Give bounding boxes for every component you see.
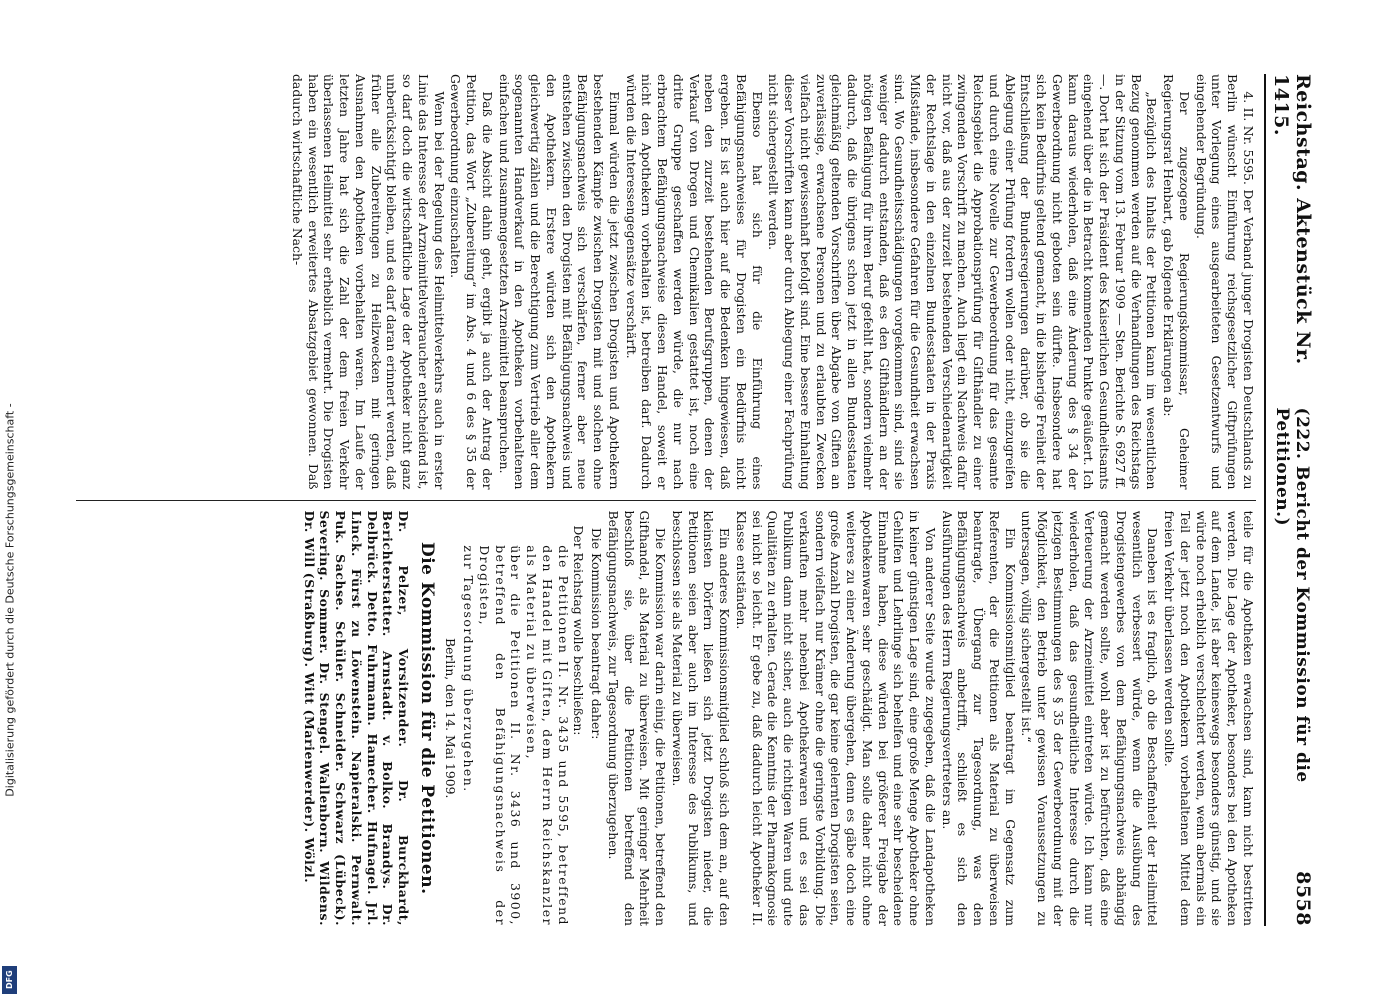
paragraph: Daneben ist es fraglich, ob die Beschaffenheit der Heilmittel wesentlich verbessert würde, wenn die Ausübung des Drogistengewerbes von dem Befähigungsnachweis abhängig gemacht werden sollte, wohl aber ist zu befürchten, daß eine Verteuerung der Arzneimittel eintreten würde. Ich kann nur wiederholen, daß das gesundheitliche Interesse durch die jetzigen Bestimmungen des § 35 der Gewerbeordnung mit der Möglichkeit, den Betrieb unter gewissen Voraussetzungen zu untersagen, völlig sichergestellt ist.“ xyxy=(1019,510,1160,926)
text-columns xyxy=(76,74,1256,926)
members-text: Dr. Pelzer, Vorsitzender. Dr. Burckhardt, Berichterstatter. Arnstadt. v. Bolko. Brandys. Dr. Delbrück. Detto. Fuhrmann. Hamecher. Hufnagel. Jrl. Linck. Fürst zu Löwenstein. Napieralski. Pernwalt. Puk. Sachse. Schüler. Schneider. Schwarz (Lübeck). Severing. Sommer. Dr. Stengel. Wallenborn. Wildens. Dr. Will (Straßburg). Witt (Marienwerder). Wölzl. xyxy=(301,510,411,926)
motion-block xyxy=(460,525,586,926)
left-column xyxy=(76,74,1256,490)
paragraph: Ein Kommissionsmitglied beantragt im Gegensatz zum Referenten, der die Petitionen als Material zu überweisen beantragte, Übergang zur Tagesordnung, was den Befähigungsnachweis anbetrifft, schließt es sich den Ausführungen des Herrn Regierungsvertreters an. xyxy=(939,510,1018,926)
date-line: Berlin, den 14. Mai 1909. xyxy=(443,638,458,799)
column-divider xyxy=(76,500,1256,501)
paragraph: Ein anderes Kommissionsmitglied schloß sich dem an, auf den kleinsten Dörfern ließen sich jetzt Drogisten nieder, die Petitionen seien aber auch im Interesse des Publikums, und beschlossen sie als Material zu überweisen. xyxy=(669,510,732,926)
paragraph: Der zugezogene Regierungskommissar, Geheimer Regierungsrat Henbart, gab folgende Erklärungen ab: xyxy=(1160,74,1192,490)
paragraph: Wenn bei der Regelung des Heilmittelverkehrs auch in erster Linie das Interesse der Arzneimittelverbraucher entscheidend ist, so darf doch die wirtschaftliche Lage der Apotheker nicht ganz unberücksichtigt bleiben, und es darf daran erinnert werden, daß früher alle Zubereitungen zu Heilzwecken mit geringen Ausnahmen den Apotheken vorbehalten waren. Im Laufe der letzten Jahre hat sich die Zahl der dem freien Verkehr überlassenen Heilmittel sehr erheblich vermehrt. Die Drogisten haben ein wesentlich erweitertes Absatzgebiet gewonnen. Daß dadurch wirtschaftliche Nach- xyxy=(289,74,447,490)
paragraph: Einmal würden die jetzt zwischen Drogisten und Apothekern bestehenden Kämpfe zwischen Drogisten mit und solchen ohne Befähigungsnachweis sich verschärfen, ferner aber neue entstehen zwischen den Drogisten mit Befähigungsnachweis und den Apothekern. Erstere würden sich den Apothekern gleichwertig zählen und die Berechtigung zum Vertrieb aller dem sogenannten Handverkauf in den Apotheken vorbehaltenen einfachen und zusammengesetzten Arzneimittel beanspruchen. xyxy=(496,74,622,490)
paragraph: 4. II. Nr. 5595. Der Verband junger Drogisten Deutschlands zu Berlin wünscht Einführung reichsgesetzlicher Giftprüfungen unter Vorlegung eines ausgearbeiteten Gesetzentwurfs und eingehender Begründung. xyxy=(1193,74,1256,490)
page-number: 8558 xyxy=(1291,871,1314,926)
motion-item: zur Tagesordnung überzugehen. xyxy=(460,545,476,793)
header-title: (222. Bericht der Kommission für die Petitionen.) xyxy=(1271,407,1312,783)
page-header xyxy=(1264,74,1314,926)
credit-text: Digitalisierung gefördert durch die Deutsche Forschungsgemeinschaft - xyxy=(3,403,17,797)
digitization-credit xyxy=(0,0,20,1000)
right-column xyxy=(76,511,1256,927)
paragraph: teile für die Apotheken erwachsen sind, kann nicht bestritten werden. Die Lage der Apotheker, besonders bei den Apotheken auf dem Lande, ist aber keineswegs besonders günstig, und sie würde noch erheblich verschlechtert werden, wenn abermals ein Teil der jetzt noch den Apothekern vorbehaltenen Mittel dem freien Verkehr überlassen werden sollte. xyxy=(1161,510,1256,926)
header-left: Reichstag. Aktenstück Nr. 1415. xyxy=(1269,74,1314,365)
motion-item: die Petitionen II. Nr. 3435 und 5595, betreffend den Handel mit Giften, dem Herrn Reichskanzler als Material zu überweisen, xyxy=(523,545,571,926)
paragraph: Ebenso hat sich für die Einführung eines Befähigungsnachweises für Drogisten ein Bedürfnis nicht ergeben. Es ist auch hier auf die Bedenken hingewiesen, daß neben den zurzeit bestehenden Berufsgruppen, denen der Verkauf von Drogen und Chemikalien gestattet ist, noch eine dritte Gruppe geschaffen werden würde, die nur nach erbrachtem Befähigungsnachweise diesen Handel, soweit er nicht den Apothekern vorbehalten ist, betreiben darf. Dadurch würden die Interessengegensätze verschärft. xyxy=(623,74,765,490)
paragraph: Daß die Absicht dahin geht, ergibt ja auch der Antrag der Petition, das Wort „Zubereitung“ im Abs. 4 und 6 des § 35 der Gewerbeordnung einzuschalten. xyxy=(448,74,495,490)
paragraph: Die Kommission beantragt daher: xyxy=(588,527,604,740)
signature-title: Die Kommission für die Petitionen. xyxy=(416,541,437,895)
paragraph: Die Kommission war darin einig, die Petitionen, betreffend den Gifthandel, als Material zu überweisen. Mit geringer Mehrheit beschloß sie, über die Petitionen betreffend den Befähigungsnachweis, zur Tagesordnung überzugehen. xyxy=(605,510,668,926)
motion-item: über die Petitionen II. Nr. 3436 und 3900, betreffend den Befähigungsnachweis der Drogisten, xyxy=(476,545,523,926)
scanned-page-area xyxy=(55,60,1330,940)
committee-members xyxy=(300,511,410,927)
paragraph: „Bezüglich des Inhalts der Petitionen kann im wesentlichen Bezug genommen werden auf die Verhandlungen des Reichstags in der Sitzung vom 13. Februar 1909 — Sten. Berichte S. 6927 ff. —. Dort hat sich der Präsident des Kaiserlichen Gesundheitsamts eingehend über die in Betracht kommenden Punkte geäußert. Ich kann daraus wiederholen, daß eine Änderung des § 34 der Gewerbeordnung nicht geboten sein dürfte. Insbesondere hat sich kein Bedürfnis geltend gemacht, in die bisherige Freiheit der Entschließung der Bundesregierungen darüber, ob sie die Ablegung einer Prüfung fordern wollen oder nicht, einzugreifen und durch eine Novelle zur Gewerbeordnung für das gesamte Reichsgebiet die Approbationsprüfung für Gifthändler zu einer zwingenden Vorschrift zu machen. Auch liegt ein Nachweis dafür nicht vor, daß aus der zurzeit bestehenden Verschiedenartigkeit der Rechtslage in den einzelnen Bundesstaaten in der Praxis Mißstände, insbesondere Gefahren für die Gesundheit erwachsen sind. Wo Gesundheitsschädigungen vorgekommen sind, sind sie weniger dadurch entstanden, daß es den Gifthändlern an der nötigen Befähigung für ihren Beruf gefehlt hat, sondern vielmehr dadurch, daß die übrigens schon jetzt in allen Bundesstaaten gleichmäßig geltenden Vorschriften über Abgabe von Giften an zuverlässige, erwachsene Personen und zu erlaubten Zwecken vielfach nicht gewissenhaft befolgt sind. Eine bessere Einhaltung dieser Vorschriften kann aber durch Ablegung einer Fachprüfung nicht sichergestellt werden. xyxy=(766,74,1159,490)
dfg-logo: DFG xyxy=(2,966,17,994)
document-page xyxy=(68,60,1318,940)
motion-intro: Der Reichstag wolle beschließen: xyxy=(571,525,586,736)
paragraph: Von anderer Seite wurde zugegeben, daß die Landapotheken in keiner günstigen Lage sind, eine große Menge Apotheker ohne Gehilfen und Lehrlinge sich behelfen und eine sehr bescheidene Einnahme haben, diese würden bei größerer Freigabe der Apothekenwaren sehr geschädigt. Man solle daher nicht ohne weiteres zu einer Änderung übergehen, denn es gäbe doch eine große Anzahl Drogisten, die gar keine gelernten Drogisten seien, sondern vielfach nur Krämer ohne die geringste Vorbildung. Die verkauften mehr nebenbei Apothekerwaren und es sei das Publikum dann nicht sicher, auch die richtigen Waren und gute Qualitäten zu erhalten. Gerade die Kenntnis der Pharmakognosie sei nicht so leicht. Er gebe zu, daß dadurch leicht Apotheker II. Klasse entständen. xyxy=(733,510,938,926)
